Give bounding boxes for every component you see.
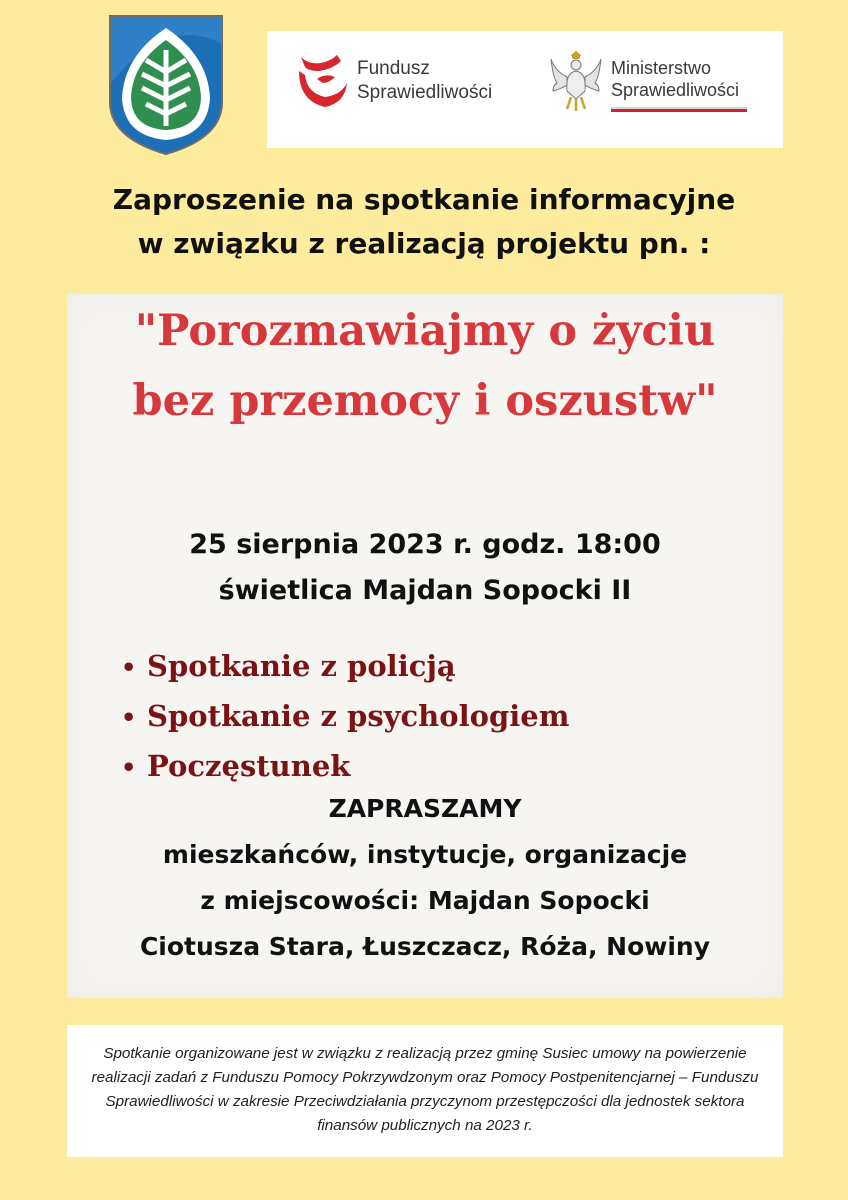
- agenda-item: • Spotkanie z psychologiem: [121, 692, 569, 742]
- polish-flag-stripe: [611, 107, 747, 112]
- agenda-item: • Poczęstunek: [121, 742, 569, 792]
- main-content-card: [67, 294, 783, 998]
- fundusz-logo-line2: Sprawiedliwości: [357, 82, 493, 103]
- ministerstwo-logo-line2: Sprawiedliwości: [611, 80, 740, 100]
- project-title-line-1: "Porozmawiajmy o życiu: [134, 306, 716, 356]
- agenda-list: [121, 642, 569, 792]
- fundusz-sprawiedliwosci-logo: [295, 53, 515, 113]
- heading-line-2: w związku z realizacją projektu pn. :: [137, 227, 711, 260]
- agenda-item: • Spotkanie z policją: [121, 642, 569, 692]
- bullet-icon: •: [121, 753, 137, 782]
- fundusz-logo-line1: Fundusz: [357, 58, 430, 79]
- municipality-crest: [106, 14, 226, 156]
- heading-line-1: Zaproszenie na spotkanie informacyjne: [112, 183, 736, 216]
- event-location: świetlica Majdan Sopocki II: [218, 575, 632, 606]
- sponsor-logos-panel: [267, 31, 783, 148]
- fundusz-emblem-icon: [295, 53, 351, 111]
- ministerstwo-logo-line1: Ministerstwo: [611, 58, 712, 78]
- invitation-heading: [40, 178, 808, 266]
- event-details: [67, 522, 783, 614]
- invitation-block: [67, 786, 783, 970]
- invite-headline: ZAPRASZAMY: [328, 794, 522, 823]
- bullet-icon: •: [121, 653, 137, 682]
- funding-note: [67, 1025, 783, 1157]
- invite-line-3: Ciotusza Stara, Łuszczacz, Róża, Nowiny: [139, 932, 711, 961]
- invite-line-1: mieszkańców, instytucje, organizacje: [162, 840, 688, 869]
- ministerstwo-sprawiedliwosci-logo: [549, 51, 779, 121]
- project-title-line-2: bez przemocy i oszustw": [132, 376, 718, 426]
- event-date-time: 25 sierpnia 2023 r. godz. 18:00: [189, 529, 661, 560]
- bullet-icon: •: [121, 703, 137, 732]
- funding-note-text: Spotkanie organizowane jest w związku z realizacją przez gminę Susiec umowy na powierzenie realizacji zadań z Funduszu Pomocy Pokrzywdzonym oraz Pomocy Postpenitencjarnej – Funduszu Sprawiedliwości w zakresie Przeciwdziałania przyczynom przestępczości dla jednostek sektora finansów publicznych na 2023 r.: [91, 1045, 759, 1134]
- white-eagle-icon: [549, 51, 603, 113]
- project-title: [67, 296, 783, 436]
- invite-line-2: z miejscowości: Majdan Sopocki: [200, 886, 650, 915]
